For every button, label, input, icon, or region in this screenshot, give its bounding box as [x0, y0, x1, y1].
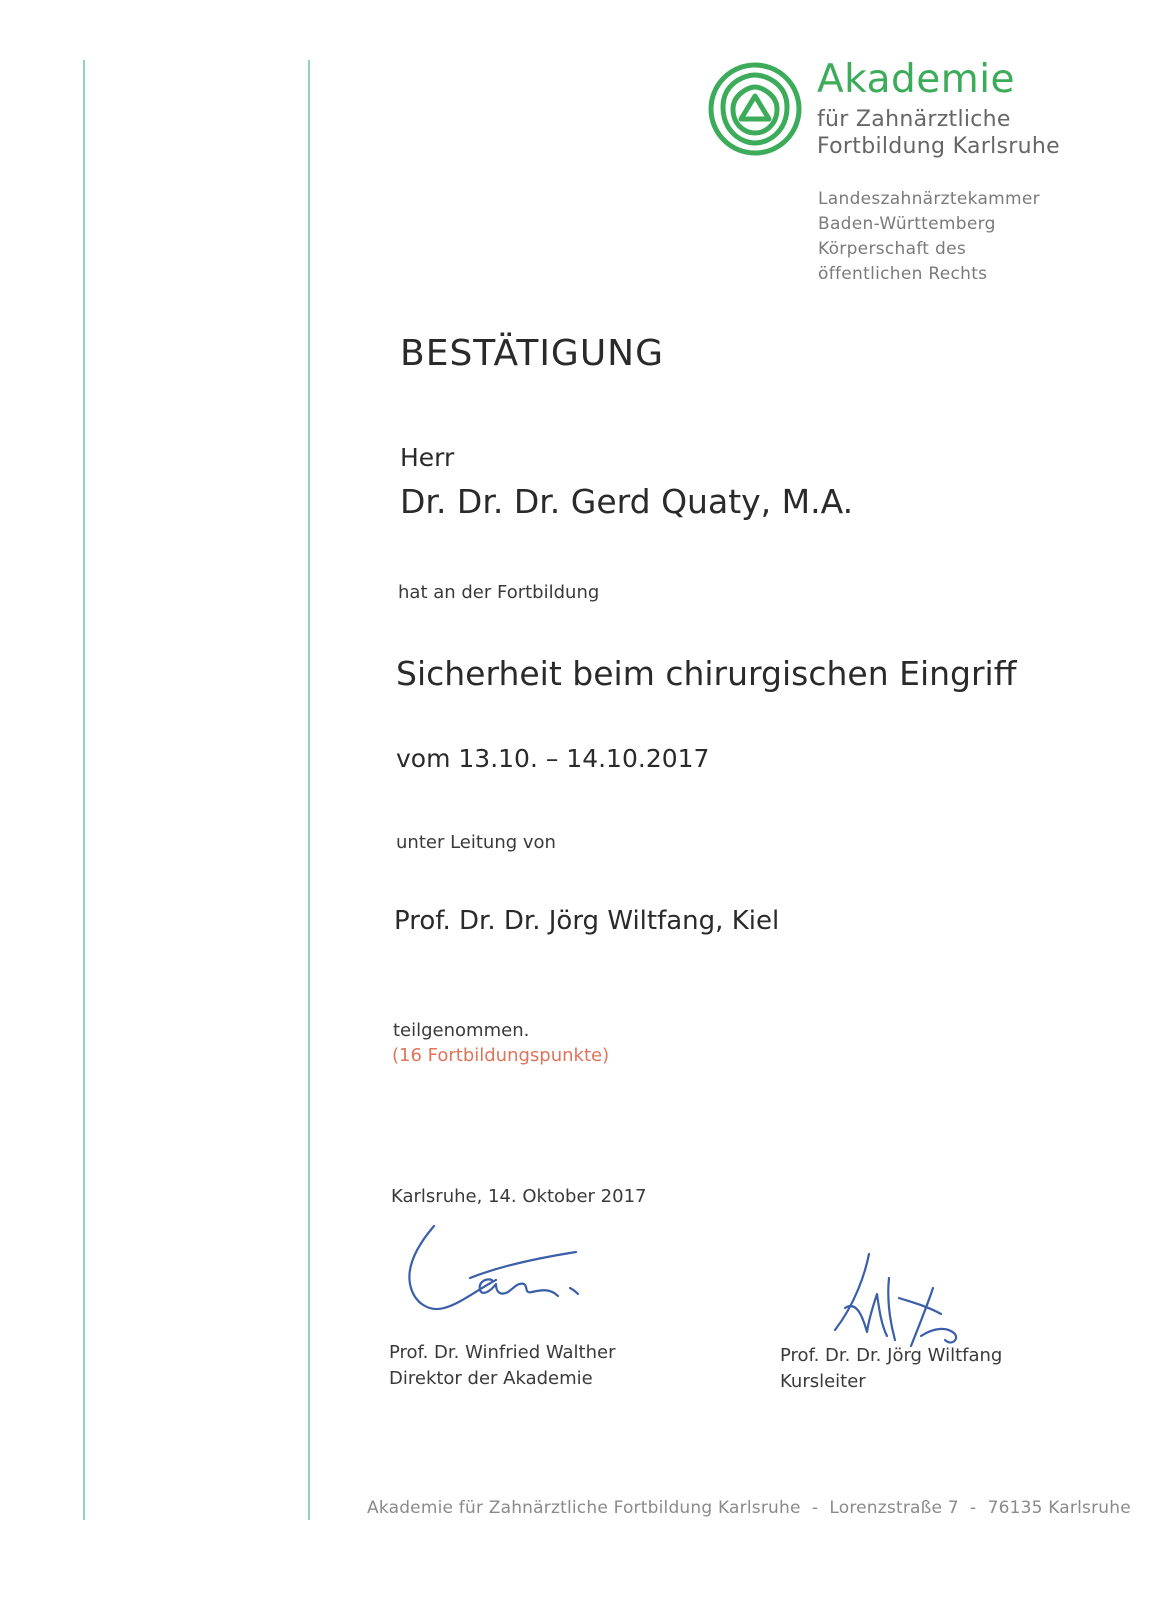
chamber-line4: öffentlichen Rechts	[818, 264, 988, 284]
place-date: Karlsruhe, 14. Oktober 2017	[391, 1186, 647, 1207]
footer-address: Akademie für Zahnärztliche Fortbildung Karlsruhe - Lorenzstraße 7 - 76135 Karlsruhe	[367, 1498, 1131, 1518]
director-signature	[400, 1222, 600, 1332]
academy-subtitle-line2: Fortbildung Karlsruhe	[817, 134, 1060, 159]
chamber-line3: Körperschaft des	[818, 239, 966, 259]
participation-intro: hat an der Fortbildung	[398, 582, 600, 603]
chamber-line2: Baden-Württemberg	[818, 214, 996, 234]
points-note: (16 Fortbildungspunkte)	[392, 1045, 610, 1066]
director-name: Prof. Dr. Winfried Walther	[389, 1342, 616, 1363]
margin-line-left	[83, 60, 85, 1520]
course-leader: Prof. Dr. Dr. Jörg Wiltfang, Kiel	[394, 906, 780, 936]
concentric-rounded-triangle-icon	[707, 61, 803, 157]
course-title: Sicherheit beim chirurgischen Eingriff	[396, 654, 1017, 693]
participation-outro: teilgenommen.	[393, 1020, 530, 1041]
recipient-name: Dr. Dr. Dr. Gerd Quaty, M.A.	[400, 482, 854, 521]
course-leader-role: Kursleiter	[780, 1371, 866, 1392]
course-leader-signature	[815, 1248, 975, 1358]
academy-name: Akademie	[817, 57, 1016, 102]
leadership-intro: unter Leitung von	[396, 832, 556, 853]
recipient-salutation: Herr	[400, 443, 455, 472]
academy-subtitle-line1: für Zahnärztliche	[817, 107, 1011, 132]
document-title: BESTÄTIGUNG	[400, 333, 665, 374]
course-dates: vom 13.10. – 14.10.2017	[396, 744, 710, 773]
course-leader-signature-name: Prof. Dr. Dr. Jörg Wiltfang	[780, 1345, 1003, 1366]
chamber-line1: Landeszahnärztekammer	[818, 189, 1040, 209]
margin-line-right	[308, 60, 310, 1520]
director-role: Direktor der Akademie	[389, 1368, 593, 1389]
